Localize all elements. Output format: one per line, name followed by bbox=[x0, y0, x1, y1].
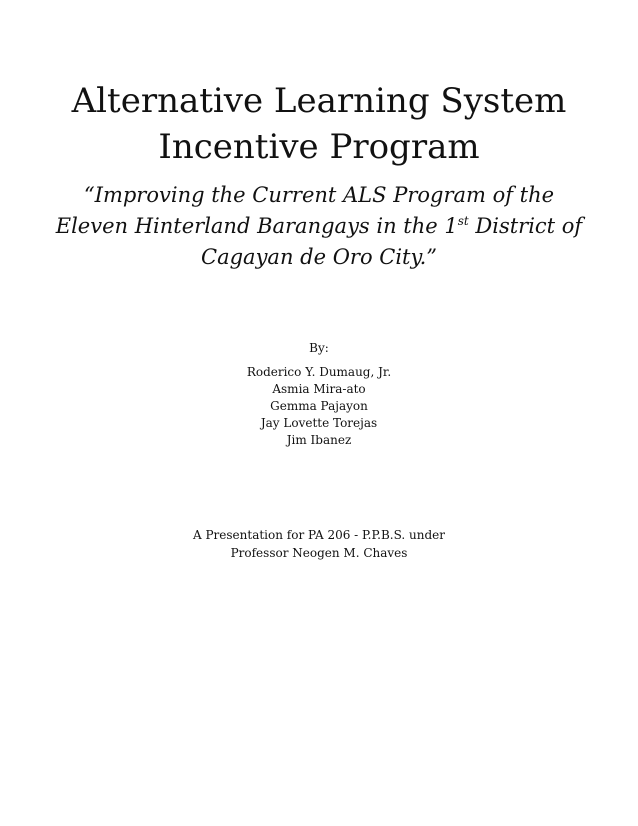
presentation-info bbox=[0, 526, 638, 562]
subtitle-line-2 bbox=[0, 211, 638, 242]
presentation-professor-line: Professor Neogen M. Chaves bbox=[230, 546, 408, 560]
by-label: By: bbox=[309, 341, 329, 355]
author-list bbox=[0, 364, 638, 449]
title-line-1: Alternative Learning System bbox=[71, 81, 567, 121]
author-name: Jim Ibanez bbox=[286, 433, 352, 447]
subtitle-line-2-after: District of bbox=[468, 214, 583, 238]
author-name: Jay Lovette Torejas bbox=[260, 416, 378, 430]
subtitle-line-2-before: Eleven Hinterland Barangays in the 1 bbox=[55, 214, 458, 238]
subtitle-line-1: “Improving the Current ALS Program of the bbox=[83, 183, 555, 207]
author-name: Asmia Mira-ato bbox=[272, 382, 366, 396]
title-line-2: Incentive Program bbox=[158, 127, 480, 167]
author-name: Roderico Y. Dumaug, Jr. bbox=[246, 365, 392, 379]
author-name: Gemma Pajayon bbox=[270, 399, 368, 413]
subtitle-line-3: Cagayan de Oro City.” bbox=[201, 245, 437, 269]
presentation-course-line: A Presentation for PA 206 - P.P.B.S. under bbox=[193, 528, 445, 542]
subtitle-ordinal-superscript: st bbox=[457, 214, 469, 228]
